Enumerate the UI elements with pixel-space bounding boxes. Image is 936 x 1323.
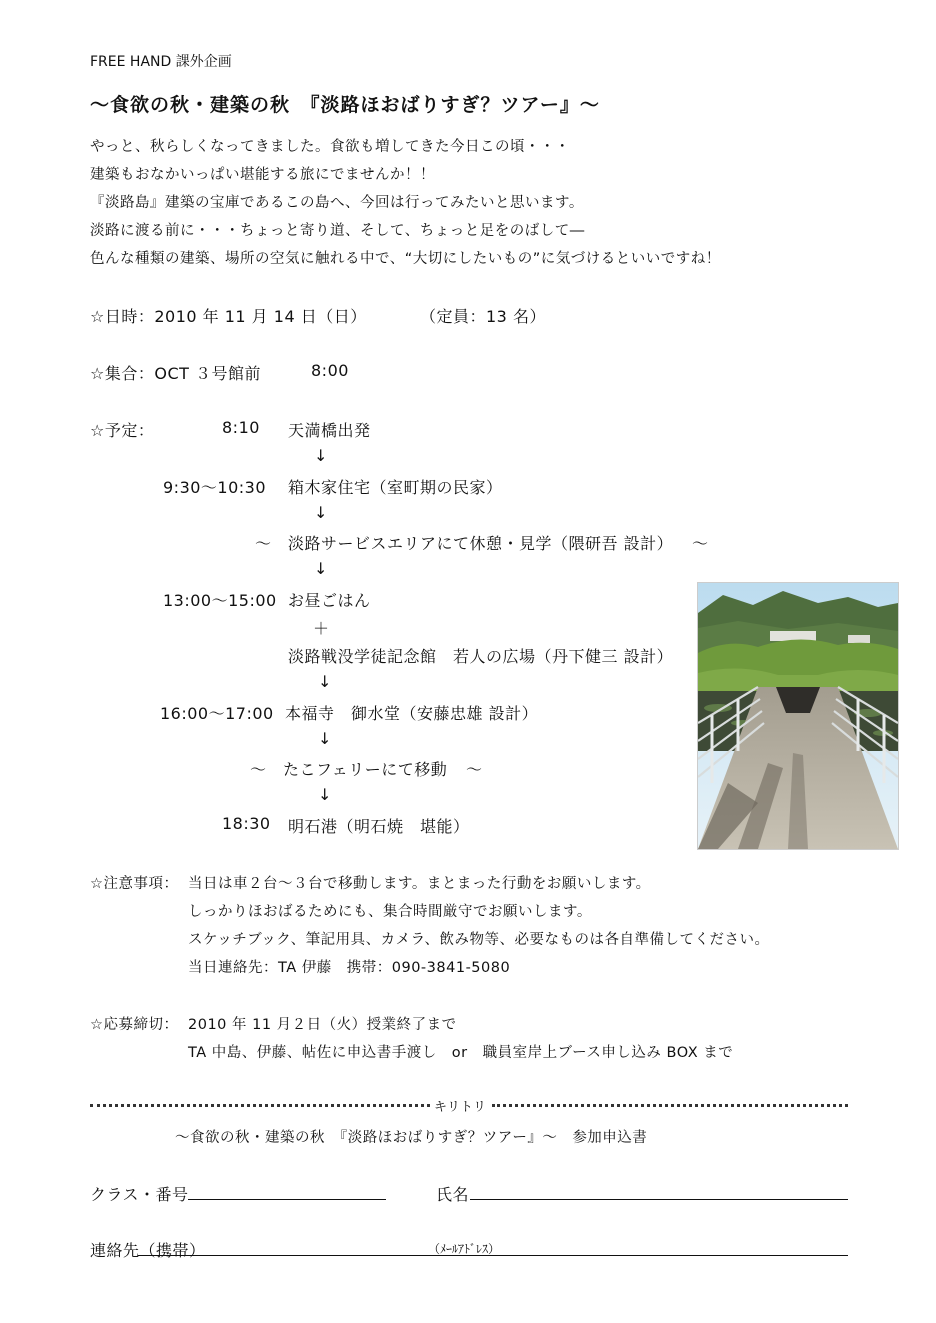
schedule-item: 淡路戦没学徒記念館 若人の広場（丹下健三 設計） [288, 647, 674, 666]
arrow-down-icon: ↓ [314, 559, 328, 578]
note-line: しっかりほおばるためにも、集合時間厳守でお願いします。 [188, 904, 592, 920]
architecture-photo [697, 582, 899, 850]
email-label: （ﾒｰﾙｱﾄﾞﾚｽ） [428, 1242, 501, 1256]
arrow-down-icon: ↓ [318, 729, 332, 748]
notes-label: ☆注意事項： [90, 876, 179, 892]
schedule-item: お昼ごはん [288, 591, 371, 610]
schedule-item: 淡路サービスエリアにて休憩・見学（隈研吾 設計） [288, 534, 674, 553]
date-label: ☆日時：2010 年 11 月 14 日（日） [90, 307, 367, 326]
intro-line: やっと、秋らしくなってきました。食欲も増してきた今日この頃・・・ [90, 139, 570, 155]
intro-line: 色んな種類の建築、場所の空気に触れる中で、“大切にしたいもの”に気づけるといいですね！ [90, 251, 721, 267]
form-title: ～食欲の秋・建築の秋 『淡路ほおばりすぎ？ツアー』～ 参加申込書 [175, 1130, 648, 1146]
schedule-tilde: ～ [250, 760, 267, 779]
schedule-tilde: ～ [692, 534, 709, 553]
page-title: ～食欲の秋・建築の秋 『淡路ほおばりすぎ？ツアー』～ [90, 94, 600, 116]
contact-info: 当日連絡先：TA 伊藤 携帯：090-3841-5080 [188, 960, 511, 976]
capacity-label: （定員：13 名） [420, 307, 546, 326]
intro-line: 建築もおなかいっぱい堪能する旅にでませんか！！ [90, 167, 435, 183]
arrow-down-icon: ↓ [314, 503, 328, 522]
schedule-label: ☆予定： [90, 421, 155, 440]
schedule-item: 本福寺 御水堂（安藤忠雄 設計） [285, 704, 539, 723]
schedule-item: 箱木家住宅（室町期の民家） [288, 478, 503, 497]
schedule-item: 天満橋出発 [288, 421, 371, 440]
intro-line: 『淡路島』建築の宝庫であるこの島へ、今回は行ってみたいと思います。 [90, 195, 584, 211]
meeting-time: 8:00 [311, 361, 349, 380]
schedule-time: 16:00～17:00 [160, 704, 274, 723]
cut-line-right [492, 1104, 848, 1107]
schedule-item: たこフェリーにて移動 [283, 760, 448, 779]
deadline-label: ☆応募締切： [90, 1017, 179, 1033]
submission-info: TA 中島、伊藤、帖佐に申込書手渡し or 職員室岸上ブース申し込み BOX まで [188, 1045, 734, 1061]
schedule-item: 明石港（明石焼 堪能） [288, 817, 470, 836]
note-line: 当日は車２台～３台で移動します。まとまった行動をお願いします。 [188, 876, 651, 892]
deadline-date: 2010 年 11 月２日（火）授業終了まで [188, 1017, 457, 1033]
schedule-tilde: ～ [466, 760, 483, 779]
cut-label: キリトリ [434, 1100, 487, 1115]
name-field[interactable] [470, 1199, 848, 1200]
contact-label: 連絡先（携帯） [90, 1241, 206, 1260]
class-number-field[interactable] [188, 1199, 386, 1200]
schedule-time: 13:00～15:00 [163, 591, 277, 610]
schedule-time: 18:30 [222, 814, 271, 833]
arrow-down-icon: ↓ [314, 446, 328, 465]
schedule-tilde: ～ [255, 534, 272, 553]
note-line: スケッチブック、筆記用具、カメラ、飲み物等、必要なものは各自準備してください。 [188, 932, 770, 948]
cut-line-left [90, 1104, 430, 1107]
intro-line: 淡路に渡る前に・・・ちょっと寄り道、そして、ちょっと足をのばして― [90, 223, 585, 239]
schedule-time: 9:30～10:30 [163, 478, 267, 497]
header-label: FREE HAND 課外企画 [90, 54, 232, 70]
arrow-down-icon: ↓ [318, 785, 332, 804]
name-label: 氏名 [436, 1185, 470, 1204]
arrow-down-icon: ↓ [318, 672, 332, 691]
class-number-label: クラス・番号 [90, 1185, 189, 1204]
meeting-label: ☆集合：OCT ３号館前 [90, 364, 261, 383]
plus-icon: ＋ [313, 619, 330, 638]
schedule-time: 8:10 [222, 418, 260, 437]
